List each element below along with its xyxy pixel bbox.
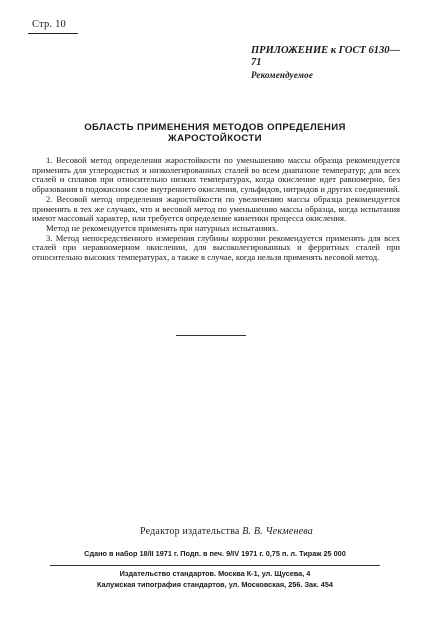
print-info: Сдано в набор 18/II 1971 г. Подп. в печ. 9/IV 1971 г. 0,75 п. л. Тираж 25 000: [84, 549, 346, 558]
paragraph-1: 1. Весовой метод определения жаростойкости по уменьшению массы образца рекомендуется применять для углеродистых и низколегированных сталей во всем диапазоне температур; для всех сталей и сплавов при относительно низких температурах, когда окисление идет равномерно, без образования в подокисном слое внутреннего окисления, сульфидов, нитридов и других соединений.: [32, 155, 400, 195]
editor-name: В. В. Чекменева: [242, 526, 313, 537]
section-title-line-2: ЖАРОСТОЙКОСТИ: [168, 133, 262, 144]
page-number-underline: [28, 33, 78, 34]
page-number: Стр. 10: [32, 19, 66, 30]
section-title: [30, 122, 400, 144]
section-title-line-1: ОБЛАСТЬ ПРИМЕНЕНИЯ МЕТОДОВ ОПРЕДЕЛЕНИЯ: [84, 122, 346, 133]
recommended-label: Рекомендуемое: [251, 70, 314, 80]
editor-line: [140, 526, 313, 537]
imprint-rule: [50, 565, 380, 566]
publisher-info: Издательство стандартов. Москва К-1, ул. Щусева, 4: [119, 568, 311, 578]
imprint: [30, 548, 400, 591]
appendix-title: ПРИЛОЖЕНИЕ к ГОСТ 6130—71: [251, 45, 401, 68]
paragraph-3: Метод не рекомендуется применять при натурных испытаниях.: [46, 222, 279, 233]
editor-label: Редактор издательства: [140, 526, 240, 537]
paragraph-4: 3. Метод непосредственного измерения глубины коррозии рекомендуется применять для всех сталей при неравномерном окислении, для высоколегированных и ферритных сталей при относительно высоких температурах, а также в случае, когда нельзя применять весовой метод.: [32, 232, 400, 263]
printer-info: Калужская типография стандартов, ул. Московская, 256. Зак. 454: [97, 580, 333, 590]
section-divider: [176, 335, 246, 336]
appendix-header: [251, 45, 401, 81]
body-text: [32, 156, 400, 263]
paragraph-2: 2. Весовой метод определения жаростойкости по увеличению массы образца рекомендуется применять в тех же случаях, что и весовой метод по уменьшению массы образца, когда испытания имеют массовый характер, или требуется определение кинетики процесса окисления.: [32, 193, 400, 224]
